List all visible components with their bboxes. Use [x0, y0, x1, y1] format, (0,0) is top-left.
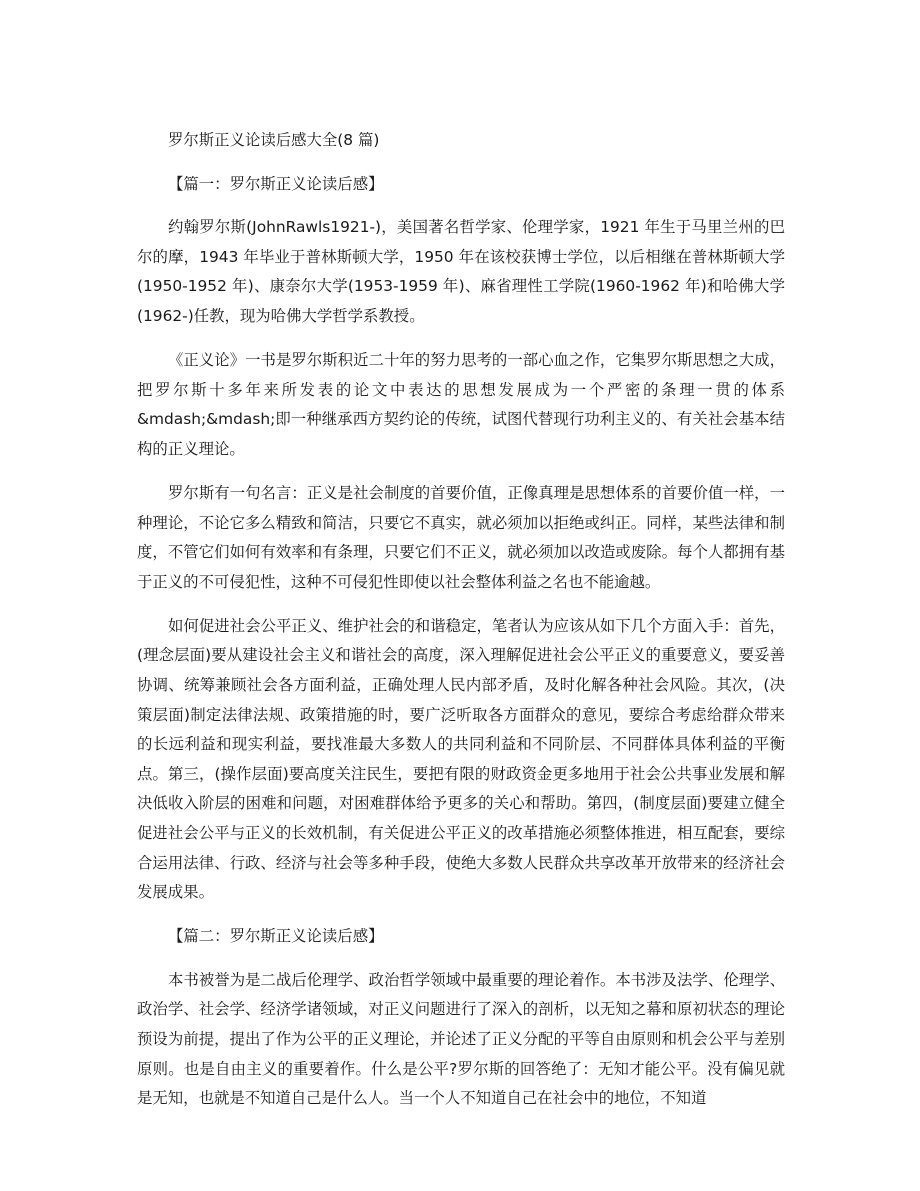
document-body [137, 126, 785, 1128]
paragraph-1-2: 《正义论》一书是罗尔斯积近二十年的努力思考的一部心血之作，它集罗尔斯思想之大成，把罗尔斯十多年来所发表的论文中表达的思想发展成为一个严密的条理一贯的体系&mdash;&mdash;即一种继承西方契约论的传统，试图代替现行功利主义的、有关社会基本结构的正义理论。 [137, 351, 785, 458]
paragraph-2-1: 本书被誉为是二战后伦理学、政治哲学领域中最重要的理论着作。本书涉及法学、伦理学、政治学、社会学、经济学诸领域，对正义问题进行了深入的剖析，以无知之幕和原初状态的理论预设为前提，提出了作为公平的正义理论，并论述了正义分配的平等自由原则和机会公平与差别原则。也是自由主义的重要着作。什么是公平?罗尔斯的回答绝了：无知才能公平。没有偏见就是无知，也就是不知道自己是什么人。当一个人不知道自己在社会中的地位，不知道 [137, 970, 785, 1108]
section-heading-2: 【篇二：罗尔斯正义论读后感】 [168, 927, 384, 946]
section-heading-1: 【篇一：罗尔斯正义论读后感】 [168, 174, 384, 193]
paragraph-1-4: 如何促进社会公平正义、维护社会的和谐稳定，笔者认为应该从如下几个方面入手：首先，(理念层面)要从建设社会主义和谐社会的高度，深入理解促进社会公平正义的重要意义，要妥善协调、统筹兼顾社会各方面利益，正确处理人民内部矛盾，及时化解各种社会风险。其次，(决策层面)制定法律法规、政策措施的时，要广泛听取各方面群众的意见，要综合考虑给群众带来的长远利益和现实利益，要找准最大多数人的共同利益和不同阶层、不同群体具体利益的平衡点。第三，(操作层面)要高度关注民生，要把有限的财政资金更多地用于社会公共事业发展和解决低收入阶层的困难和问题，对困难群体给予更多的关心和帮助。第四，(制度层面)要建立健全促进社会公平与正义的长效机制，有关促进公平正义的改革措施必须整体推进，相互配套，要综合运用法律、行政、经济与社会等多种手段，使绝大多数人民群众共享改革开放带来的经济社会发展成果。 [137, 616, 785, 902]
paragraph-1-3: 罗尔斯有一句名言：正义是社会制度的首要价值，正像真理是思想体系的首要价值一样，一种理论，不论它多么精致和简洁，只要它不真实，就必须加以拒绝或纠正。同样，某些法律和制度，不管它们如何有效率和有条理，只要它们不正义，就必须加以改造或废除。每个人都拥有基于正义的不可侵犯性，这种不可侵犯性即使以社会整体利益之名也不能逾越。 [137, 483, 785, 591]
paragraph-1-1: 约翰罗尔斯(JohnRawls1921-)，美国著名哲学家、伦理学家，1921 年生于马里兰州的巴尔的摩，1943 年毕业于普林斯顿大学，1950 年在该校获博士学位，以后相继在普林斯顿大学(1950-1952 年)、康奈尔大学(1953-1959 年)、麻省理性工学院(1960-1962 年)和哈佛大学(1962-)任教，现为哈佛大学哲学系教授。 [137, 218, 785, 325]
document-title: 罗尔斯正义论读后感大全(8 篇) [168, 131, 380, 149]
